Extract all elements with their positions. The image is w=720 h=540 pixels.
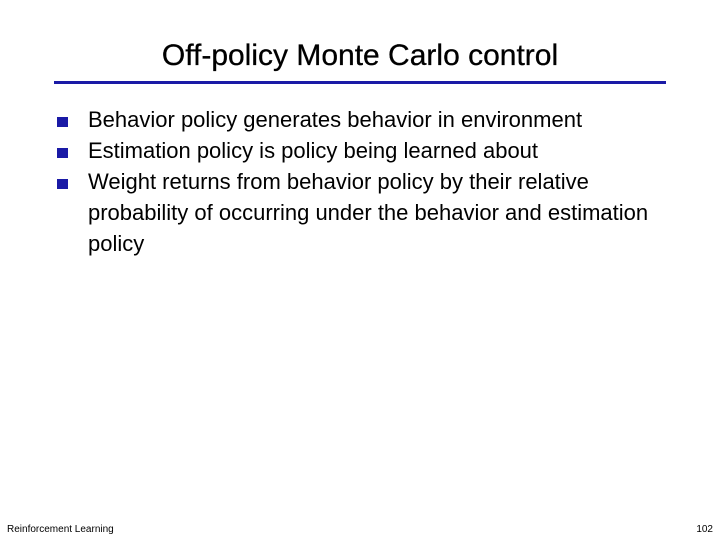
footer-course-title: Reinforcement Learning xyxy=(7,524,114,535)
bullet-text: Behavior policy generates behavior in environment xyxy=(88,107,583,132)
bullet-item xyxy=(57,104,677,135)
bullet-list xyxy=(57,104,677,259)
bullet-item xyxy=(57,166,677,259)
square-bullet-icon xyxy=(57,117,68,127)
bullet-text: Estimation policy is policy being learned about xyxy=(88,138,539,163)
bullet-text: Weight returns from behavior policy by their relative probability of occurring under the behavior and estimation policy xyxy=(88,169,649,256)
bullet-item xyxy=(57,135,677,166)
page-number: 102 xyxy=(696,524,713,535)
square-bullet-icon xyxy=(57,179,68,189)
square-bullet-icon xyxy=(57,148,68,158)
title-underline xyxy=(54,81,666,84)
slide-title: Off-policy Monte Carlo control xyxy=(161,39,559,72)
